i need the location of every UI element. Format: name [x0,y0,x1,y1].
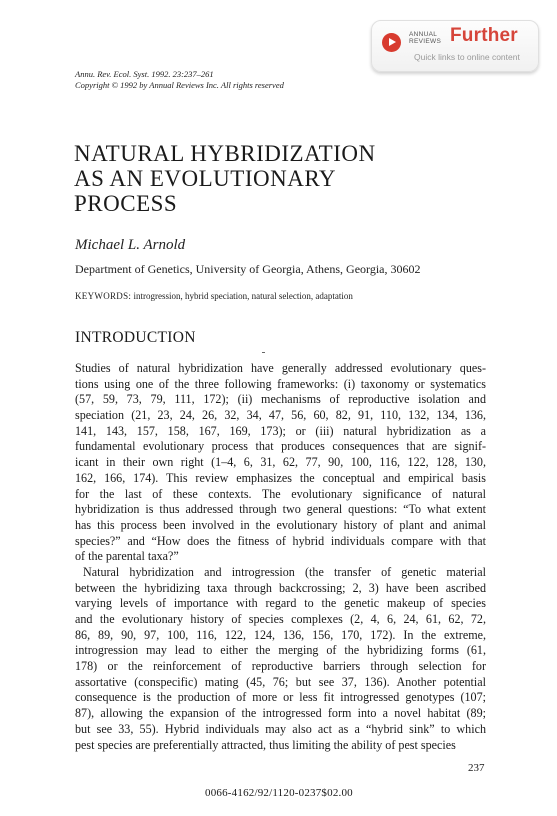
title-line: NATURAL HYBRIDIZATION [74,141,376,166]
body-line: consequence is the production of more or less fit introgressed genotypes (107; [75,690,486,705]
keywords-text: introgression, hybrid speciation, natural selection, adaptation [133,291,353,301]
body-line: between the hybridizing taxa through backcrossing; 2, 3) have been ascribed [75,580,486,595]
body-line: Studies of natural hybridization have generally addressed evolutionary ques- [75,361,486,375]
body-line: fundamental evolutionary process that produces consequences that are signif- [75,439,486,454]
body-line: 162, 166, 174). This review emphasizes the conceptual and empirical basis [75,470,486,485]
body-line: 178) or the reinforcement of reproductive barriers through selection for [75,659,486,674]
body-line: assortative (conspecific) mating (45, 76; but see 37, 136). Another potential [75,674,486,689]
badge-sub-label: Quick links to online content [414,52,520,62]
author-name: Michael L. Arnold [75,237,186,253]
body-line: species?” and “How does the fitness of hybrid individuals compare with that [75,533,486,548]
badge-annual-reviews-label: ANNUAL REVIEWS [409,31,442,45]
body-line: pest species are preferentially attracted, thus limiting the ability of pest species [75,737,456,752]
body-line: (57, 59, 73, 79, 111, 172); (ii) mechanisms of reproductive isolation and [75,392,486,407]
badge-further-label: Further [450,25,518,46]
body-text [75,361,486,753]
further-badge[interactable] [371,20,539,72]
body-line: tions using one of the three following frameworks: (i) taxonomy or systematics [75,376,486,391]
keywords-line [75,291,353,301]
article-title [74,141,474,216]
title-line: AS AN EVOLUTIONARY [74,166,336,191]
author-affiliation: Department of Genetics, University of Georgia, Athens, Georgia, 30602 [75,262,421,276]
title-line: PROCESS [74,191,178,216]
body-line: 86, 89, 90, 97, 100, 116, 122, 124, 136, 156, 170, 172). In the extreme, [75,627,486,642]
body-line: but see 33, 55). Hybrid individuals may also act as a “hybrid sink” to which [75,721,486,736]
body-line: Natural hybridization and introgression (the transfer of genetic material [83,564,486,579]
scan-speck [262,352,265,353]
body-line: icant in their own right (1–4, 6, 31, 62, 77, 90, 100, 116, 122, 128, 130, [75,455,486,470]
body-line: 141, 143, 157, 158, 167, 169, 173); or (iii) natural hybridization as a [75,423,486,438]
page-number: 237 [468,762,485,774]
body-line: speciation (21, 23, 24, 26, 32, 34, 47, 56, 60, 82, 91, 110, 132, 134, 136, [75,408,486,423]
play-icon [382,33,401,52]
body-line: and the evolutionary history of species complexes (2, 4, 6, 24, 61, 62, 72, [75,612,486,626]
body-line: of the parental taxa?” [75,549,179,564]
body-line: introgression may lead to either the merging of the hybridizing forms (61, [75,643,486,658]
body-line: hybridization is thus addressed through two general questions: “To what extent [75,502,486,517]
citation-line-2: Copyright © 1992 by Annual Reviews Inc. All rights reserved [75,80,284,90]
footer-code: 0066-4162/92/1120-0237$02.00 [205,787,353,799]
body-line: for the last of these contexts. The evolutionary significance of natural [75,486,486,501]
body-line: has this process been involved in the evolutionary history of plant and animal [75,517,486,532]
body-line: varying levels of importance with regard to the genetic makeup of species [75,596,486,611]
keywords-label: KEYWORDS: [75,291,132,301]
body-line: 87), allowing the expansion of the introgressed form into a novel habitat (89; [75,706,486,721]
section-heading: INTRODUCTION [75,329,196,346]
citation-line-1: Annu. Rev. Ecol. Syst. 1992. 23:237–261 [75,69,214,79]
